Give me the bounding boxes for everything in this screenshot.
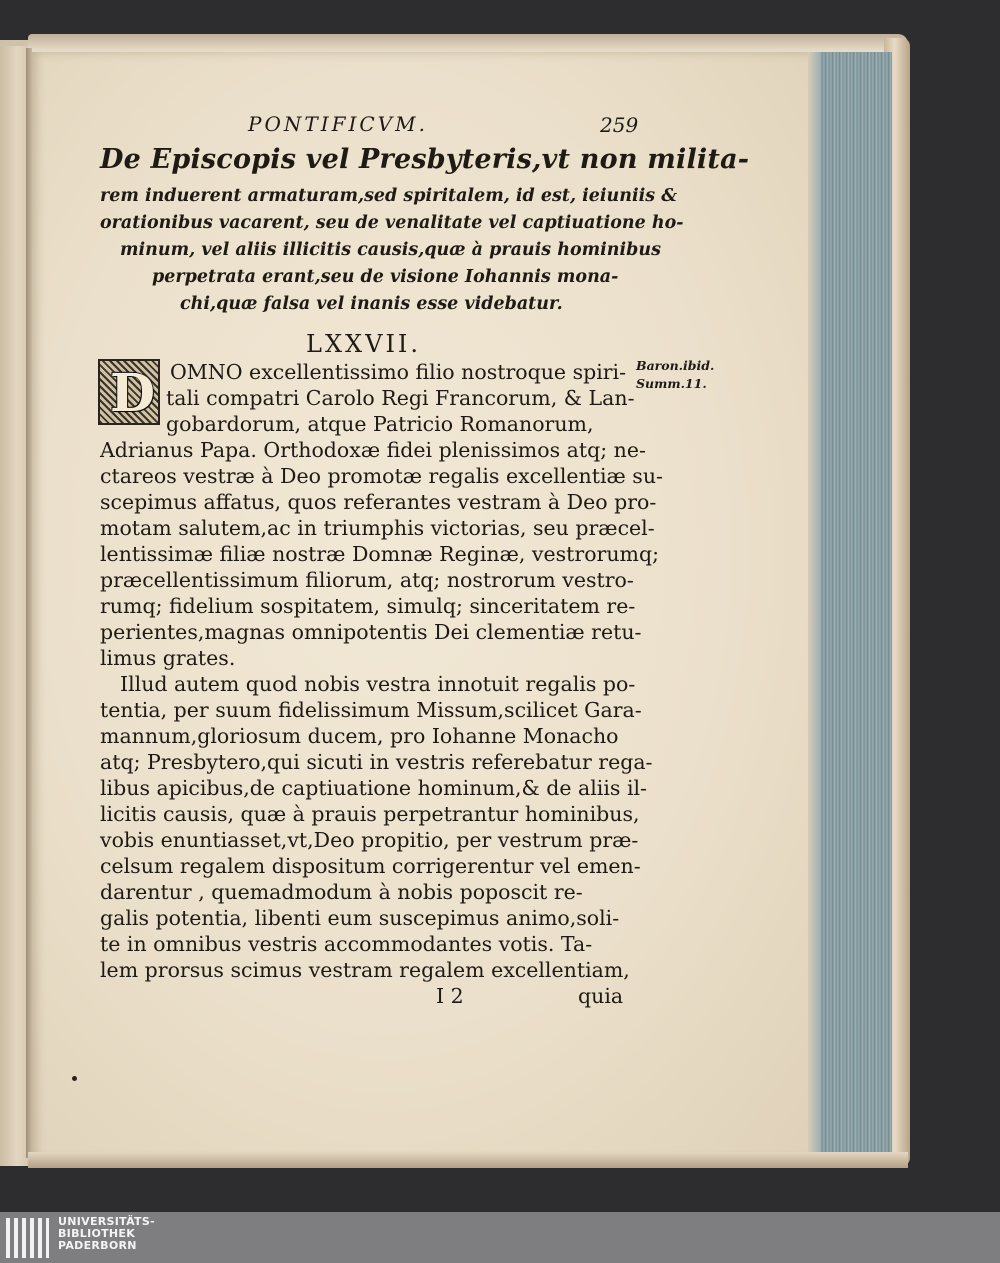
title-line: chi,quæ falsa vel inanis esse videbatur. xyxy=(180,294,563,314)
body-line: licitis causis, quæ à prauis perpetrantur hominibus, xyxy=(100,802,640,826)
body-line: præcellentissimum filiorum, atq; nostrorum vestro- xyxy=(100,568,634,592)
decorated-initial xyxy=(98,359,160,425)
logo-text-line: PADERBORN xyxy=(58,1239,137,1252)
body-line: limus grates. xyxy=(100,646,236,670)
body-line: rumq; fidelium sospitatem, simulq; sinceritatem re- xyxy=(100,594,636,618)
body-line: vobis enuntiasset,vt,Deo propitio, per vestrum præ- xyxy=(100,828,639,852)
ink-speck xyxy=(72,1076,77,1081)
body-line: mannum,gloriosum ducem, pro Iohanne Monacho xyxy=(100,724,619,748)
margin-note: Baron.ibid. xyxy=(636,358,715,373)
body-line: celsum regalem dispositum corrigerentur vel emen- xyxy=(100,854,641,878)
title-line: perpetrata erant,seu de visione Iohannis mona- xyxy=(152,267,619,287)
title-line: orationibus vacarent, seu de venalitate vel captiuatione ho- xyxy=(100,213,684,233)
body-line: libus apicibus,de captiuatione hominum,& de aliis il- xyxy=(100,776,647,800)
title-line: minum, vel aliis illicitis causis,quæ à prauis hominibus xyxy=(120,240,661,260)
body-line: atq; Presbytero,qui sicuti in vestris referebatur rega- xyxy=(100,750,653,774)
logo-text-line: UNIVERSITÄTS- xyxy=(58,1215,155,1228)
body-line: motam salutem,ac in triumphis victorias, seu præcel- xyxy=(100,516,655,540)
title-line: De Episcopis vel Presbyteris,vt non milita- xyxy=(100,144,750,175)
body-line: darentur , quemadmodum à nobis poposcit re- xyxy=(100,880,583,904)
body-line: gobardorum, atque Patricio Romanorum, xyxy=(166,412,594,436)
initial-letter: D xyxy=(110,363,156,424)
title-line: rem induerent armaturam,sed spiritalem, id est, ieiuniis & xyxy=(100,186,678,206)
body-line: lem prorsus scimus vestram regalem excellentiam, xyxy=(100,958,630,982)
body-line: galis potentia, libenti eum suscepimus animo,soli- xyxy=(100,906,620,930)
body-line: Adrianus Papa. Orthodoxæ fidei plenissimos atq; ne- xyxy=(100,438,646,462)
signature-mark: I 2 xyxy=(436,984,464,1008)
library-logo-icon xyxy=(6,1218,52,1258)
fore-edge-shadow xyxy=(808,52,820,1160)
fore-edge-pages xyxy=(808,52,892,1160)
body-line: perientes,magnas omnipotentis Dei clementiæ retu- xyxy=(100,620,642,644)
page-bottom-edge xyxy=(28,1152,908,1168)
gutter xyxy=(26,48,32,1158)
body-line: lentissimæ filiæ nostræ Domnæ Reginæ, vestrorumq; xyxy=(100,542,660,566)
running-head: PONTIFICVM. xyxy=(248,112,428,136)
chapter-number: LXXVII. xyxy=(306,330,422,358)
body-line: Illud autem quod nobis vestra innotuit regalis po- xyxy=(120,672,636,696)
logo-text-line: BIBLIOTHEK xyxy=(58,1227,136,1240)
margin-note: Summ.11. xyxy=(636,376,707,391)
page-number: 259 xyxy=(600,113,639,137)
left-page xyxy=(0,46,28,1166)
body-line: tali compatri Carolo Regi Francorum, & Lan- xyxy=(166,386,635,410)
body-line: te in omnibus vestris accommodantes votis. Ta- xyxy=(100,932,593,956)
body-line: scepimus affatus, quos referantes vestram à Deo pro- xyxy=(100,490,657,514)
body-line: tentia, per suum fidelissimum Missum,scilicet Gara- xyxy=(100,698,642,722)
body-line: ctareos vestræ à Deo promotæ regalis excellentiæ su- xyxy=(100,464,663,488)
body-line: OMNO excellentissimo filio nostroque spiri- xyxy=(170,360,627,384)
catchword: quia xyxy=(578,984,624,1008)
